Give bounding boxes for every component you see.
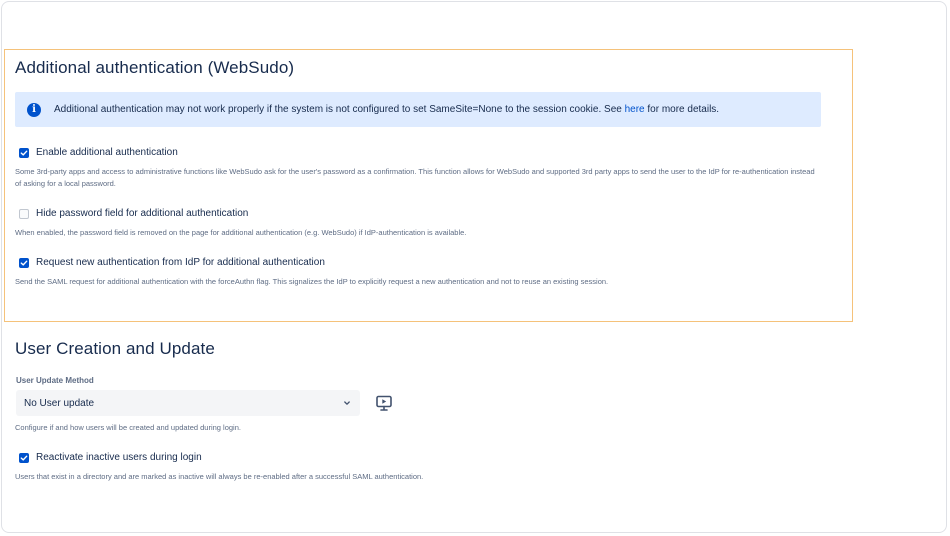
user-update-method-label: User Update Method: [16, 376, 94, 385]
info-icon: i: [27, 103, 41, 117]
checkmark-icon: [20, 259, 28, 267]
checkmark-icon: [20, 149, 28, 157]
chevron-down-icon: [342, 398, 352, 408]
user-update-method-description: Configure if and how users will be created and updated during login.: [15, 423, 241, 432]
reactivate-inactive-users-checkbox[interactable]: [19, 453, 29, 463]
request-new-auth-option[interactable]: [19, 257, 325, 268]
video-presentation-icon[interactable]: [375, 394, 393, 412]
samesite-info-banner: [15, 92, 821, 127]
request-new-auth-label: Request new authentication from IdP for additional authentication: [36, 257, 325, 268]
hide-password-field-label: Hide password field for additional authentication: [36, 208, 249, 219]
reactivate-inactive-users-option[interactable]: [19, 452, 202, 463]
enable-additional-auth-description: Some 3rd-party apps and access to administrative functions like WebSudo ask for the user's password as a confirmation. This function allows for WebSudo and supported 3rd party apps to send the user to the IdP for re-authentication instead of asking for a local password.: [15, 167, 815, 188]
user-update-method-value: No User update: [24, 397, 95, 409]
user-creation-section-title: User Creation and Update: [15, 339, 215, 358]
info-banner-here-link[interactable]: here: [624, 104, 645, 115]
checkmark-icon: [20, 454, 28, 462]
enable-additional-auth-option[interactable]: [19, 147, 178, 158]
request-new-auth-description: Send the SAML request for additional authentication with the forceAuthn flag. This signalizes the IdP to explicitly request a new authentication and not to reuse an existing session.: [15, 277, 609, 286]
enable-additional-auth-label: Enable additional authentication: [36, 147, 178, 158]
hide-password-field-description: When enabled, the password field is removed on the page for additional authentication (e.g. WebSudo) if IdP-authentication is available.: [15, 228, 467, 237]
page-frame: [1, 1, 947, 533]
info-banner-text: [54, 104, 719, 115]
info-banner-text-after: for more details.: [644, 104, 720, 115]
reactivate-inactive-users-label: Reactivate inactive users during login: [36, 452, 202, 463]
hide-password-field-checkbox[interactable]: [19, 209, 29, 219]
request-new-auth-checkbox[interactable]: [19, 258, 29, 268]
info-banner-text-before: Additional authentication may not work properly if the system is not configured to set SameSite=None to the session cookie. See: [54, 104, 625, 115]
reactivate-inactive-users-description: Users that exist in a directory and are marked as inactive will always be re-enabled after a successful SAML authentication.: [15, 472, 424, 481]
websudo-section-title: Additional authentication (WebSudo): [15, 58, 295, 77]
user-update-method-select[interactable]: [16, 390, 360, 416]
hide-password-field-option[interactable]: [19, 208, 248, 219]
enable-additional-auth-checkbox[interactable]: [19, 148, 29, 158]
